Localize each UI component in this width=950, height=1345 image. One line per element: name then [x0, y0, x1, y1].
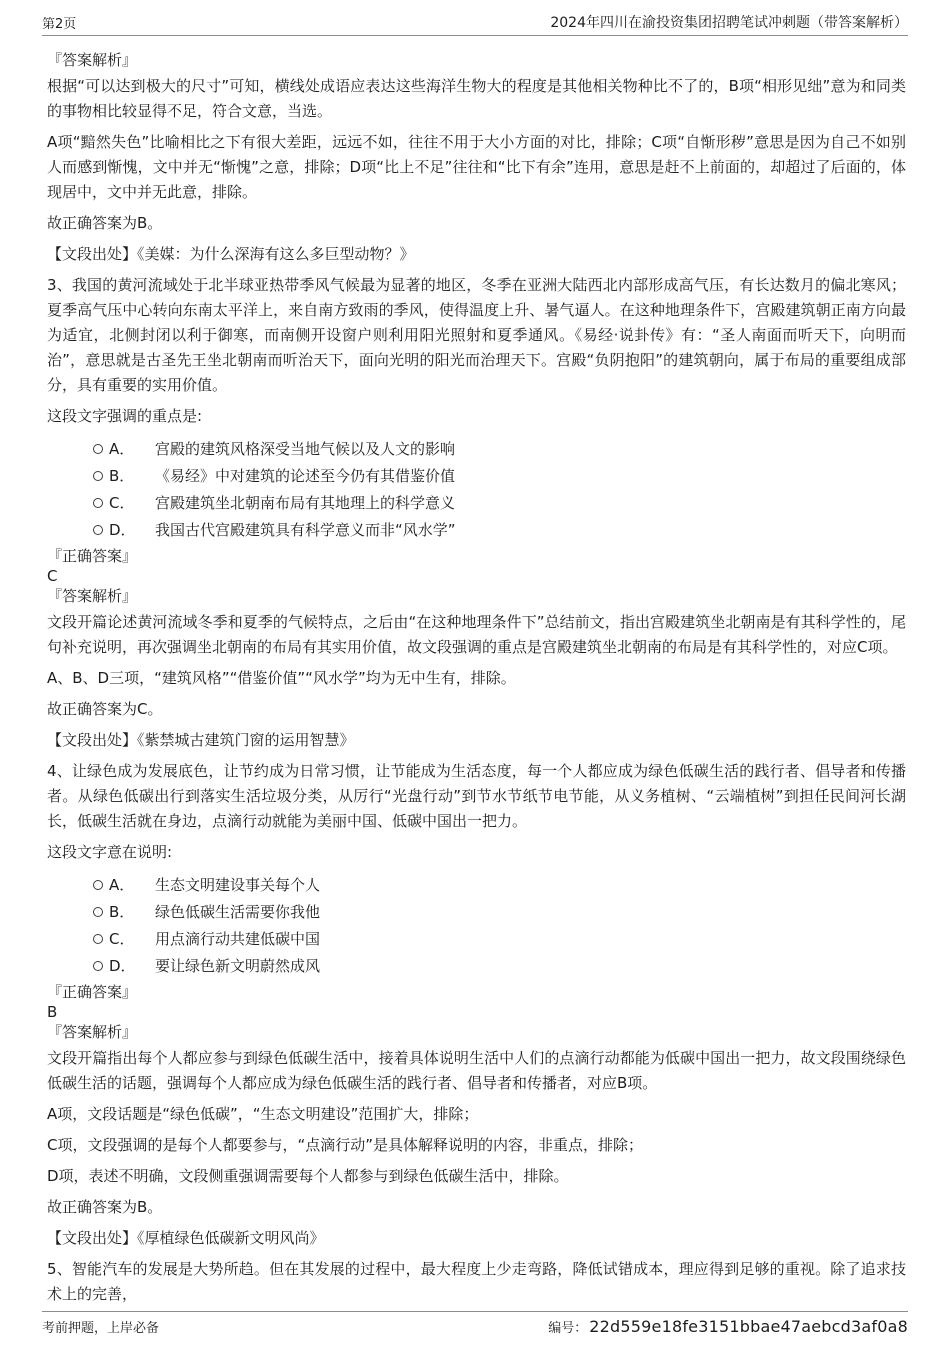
q3-analysis-paragraph-1: 文段开篇论述黄河流域冬季和夏季的气候特点，之后由“在这种地理条件下”总结前文，指出宫殿建筑坐北朝南是有其科学性的，尾句补充说明，再次强调坐北朝南的布局有其实用价值，故文段强调的重点是宫殿建筑坐北朝南的布局是有其科学性的，对应C项。	[47, 613, 906, 656]
q3-analysis-heading: 『答案解析』	[47, 587, 138, 605]
q4-analysis-option-d: D项，表述不明确，文段侧重强调需要每个人都参与到绿色低碳生活中，排除。	[47, 1167, 569, 1185]
q3-correct-answer-value: C	[47, 567, 58, 585]
document-body	[47, 50, 906, 1313]
radio-button-icon[interactable]	[93, 498, 103, 508]
q5-stem: 5、智能汽车的发展是大势所趋。但在其发展的过程中，最大程度上少走弯路，降低试错成本，理应得到足够的重视。除了追求技术上的完善，	[47, 1260, 906, 1303]
q4-analysis-paragraph-1: 文段开篇指出每个人都应参与到绿色低碳生活中，接着具体说明生活中人们的点滴行动都能为低碳中国出一把力，故文段围绕绿色低碳生活的话题，强调每个人都应成为绿色低碳生活的践行者、倡导者和传播者，对应B项。	[47, 1049, 906, 1092]
q3-option-c[interactable]	[47, 489, 906, 516]
q4-options	[47, 871, 906, 979]
q4-source-reference: 【文段出处】《厚植绿色低碳新文明风尚》	[47, 1229, 325, 1247]
option-text: 用点滴行动共建低碳中国	[155, 930, 321, 948]
q3-conclusion: 故正确答案为C。	[47, 700, 163, 718]
footer-slogan: 考前押题，上岸必备	[42, 1321, 160, 1336]
q3-source-reference: 【文段出处】《紫禁城古建筑门窗的运用智慧》	[47, 731, 355, 749]
radio-button-icon[interactable]	[93, 525, 103, 535]
radio-button-icon[interactable]	[93, 880, 103, 890]
q4-correct-answer-heading: 『正确答案』	[47, 983, 138, 1001]
q2-analysis-heading: 『答案解析』	[47, 51, 138, 69]
q4-stem: 4、让绿色成为发展底色，让节约成为日常习惯，让节能成为生活态度，每一个人都应成为绿色低碳生活的践行者、倡导者和传播者。从绿色低碳出行到落实生活垃圾分类，从厉行“光盘行动”到节水节纸节电节能，从义务植树、“云端植树”到担任民间河长湖长，低碳生活就在身边，点滴行动就能为美丽中国、低碳中国出一把力。	[47, 762, 906, 830]
q2-analysis-paragraph-1: 根据“可以达到极大的尺寸”可知，横线处成语应表达这些海洋生物大的程度是其他相关物种比不了的，B项“相形见绌”意为和同类的事物相比较显得不足，符合文意，当选。	[47, 77, 906, 120]
option-text: 《易经》中对建筑的论述至今仍有其借鉴价值	[155, 467, 456, 485]
q3-options	[47, 435, 906, 543]
q3-analysis-paragraph-2: A、B、D三项，“建筑风格”“借鉴价值”“风水学”均为无中生有，排除。	[47, 669, 516, 687]
q4-prompt: 这段文字意在说明:	[47, 843, 173, 861]
q2-analysis-paragraph-2: A项“黯然失色”比喻相比之下有很大差距，远远不如，往往不用于大小方面的对比，排除；C项“自惭形秽”意思是因为自己不如别人而感到惭愧，文中并无“惭愧”之意，排除；D项“比上不足”往往和“比下有余”连用，意思是赶不上前面的，却超过了后面的，体现居中，文中并无此意，排除。	[47, 133, 906, 201]
option-text: 我国古代宫殿建筑具有科学意义而非“风水学”	[155, 521, 456, 539]
q4-option-b[interactable]	[47, 898, 906, 925]
option-letter: B．	[109, 903, 135, 921]
option-letter: C．	[109, 494, 135, 512]
q4-option-a[interactable]	[47, 871, 906, 898]
document-title: 2024年四川在渝投资集团招聘笔试冲刺题（带答案解析）	[550, 15, 908, 31]
option-letter: A．	[109, 876, 135, 894]
radio-button-icon[interactable]	[93, 907, 103, 917]
document-code-label: 编号：	[548, 1321, 588, 1336]
q2-source-reference: 【文段出处】《美媒：为什么深海有这么多巨型动物？》	[47, 245, 415, 263]
option-text: 绿色低碳生活需要你我他	[155, 903, 321, 921]
option-letter: C．	[109, 930, 135, 948]
document-code-value: 22d559e18fe3151bbae47aebcd3af0a8	[589, 1317, 908, 1336]
option-text: 生态文明建设事关每个人	[155, 876, 321, 894]
q4-analysis-heading: 『答案解析』	[47, 1023, 138, 1041]
q3-correct-answer-heading: 『正确答案』	[47, 547, 138, 565]
page-header	[42, 12, 908, 36]
q3-option-d[interactable]	[47, 516, 906, 543]
q3-option-b[interactable]	[47, 462, 906, 489]
option-text: 宫殿建筑坐北朝南布局有其地理上的科学意义	[155, 494, 456, 512]
q2-conclusion: 故正确答案为B。	[47, 214, 163, 232]
option-letter: A．	[109, 440, 135, 458]
radio-button-icon[interactable]	[93, 961, 103, 971]
q4-option-c[interactable]	[47, 925, 906, 952]
radio-button-icon[interactable]	[93, 444, 103, 454]
q3-option-a[interactable]	[47, 435, 906, 462]
q4-option-d[interactable]	[47, 952, 906, 979]
q4-correct-answer-value: B	[47, 1003, 58, 1021]
q3-prompt: 这段文字强调的重点是:	[47, 407, 203, 425]
option-letter: B．	[109, 467, 135, 485]
option-text: 要让绿色新文明蔚然成风	[155, 957, 321, 975]
q3-stem: 3、我国的黄河流域处于北半球亚热带季风气候最为显著的地区，冬季在亚洲大陆西北内部形成高气压，有长达数月的偏北寒风；夏季高气压中心转向东南太平洋上，来自南方致雨的季风，使得温度上升、暑气逼人。在这种地理条件下，宫殿建筑朝正南方向最为适宜，北侧封闭以利于御寒，而南侧开设窗户则利用阳光照射和夏季通风。《易经·说卦传》有：“圣人南面而听天下，向明而治”，意思就是古圣先王坐北朝南而听治天下，面向光明的阳光而治理天下。宫殿“负阴抱阳”的建筑朝向，属于布局的重要组成部分，具有重要的实用价值。	[47, 276, 906, 394]
option-text: 宫殿的建筑风格深受当地气候以及人文的影响	[155, 440, 456, 458]
q4-analysis-option-c: C项，文段强调的是每个人都要参与，“点滴行动”是具体解释说明的内容，非重点，排除；	[47, 1136, 644, 1154]
page-number: 第2页	[42, 17, 77, 32]
radio-button-icon[interactable]	[93, 934, 103, 944]
radio-button-icon[interactable]	[93, 471, 103, 481]
q4-analysis-option-a: A项，文段话题是“绿色低碳”，“生态文明建设”范围扩大，排除；	[47, 1105, 479, 1123]
option-letter: D．	[109, 957, 136, 975]
q4-conclusion: 故正确答案为B。	[47, 1198, 163, 1216]
option-letter: D．	[109, 521, 136, 539]
page-footer	[42, 1311, 908, 1336]
document-code	[548, 1317, 908, 1336]
